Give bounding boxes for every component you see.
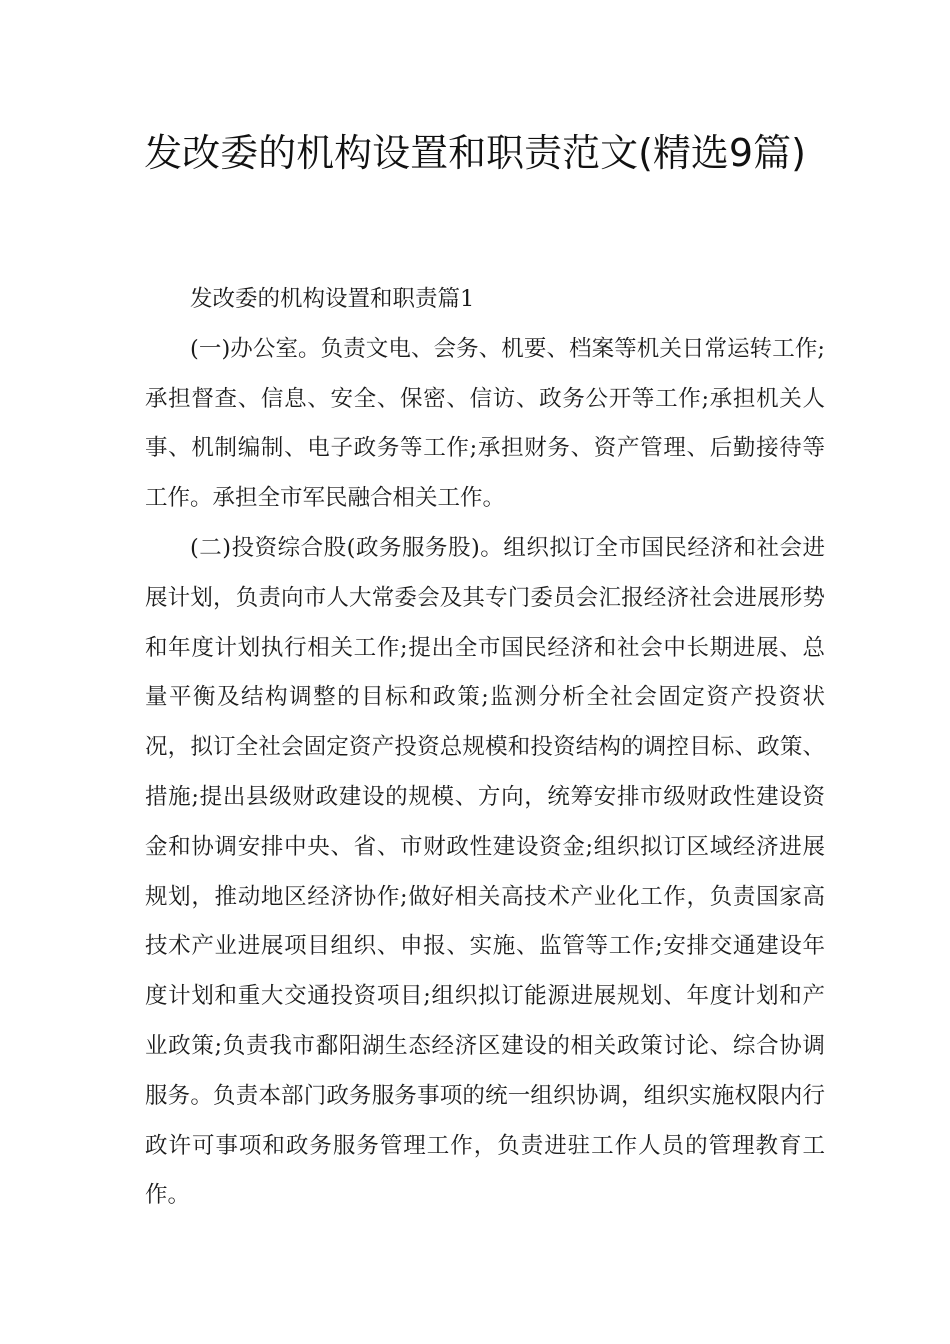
paragraph-investment: (二)投资综合股(政务服务股)。组织拟订全市国民经济和社会进展计划，负责向市人大常委会及其专门委员会汇报经济社会进展形势和年度计划执行相关工作;提出全市国民经济和社会中长期进展、总量平衡及结构调整的目标和政策;监测分析全社会固定资产投资状况，拟订全社会固定资产投资总规模和投资结构的调控目标、政策、措施;提出县级财政建设的规模、方向，统筹安排市级财政性建设资金和协调安排中央、省、市财政性建设资金;组织拟订区域经济进展规划，推动地区经济协作;做好相关高技术产业化工作，负责国家高技术产业进展项目组织、申报、实施、监管等工作;安排交通建设年度计划和重大交通投资项目;组织拟订能源进展规划、年度计划和产业政策;负责我市鄱阳湖生态经济区建设的相关政策讨论、综合协调服务。负责本部门政务服务事项的统一组织协调，组织实施权限内行政许可事项和政务服务管理工作，负责进驻工作人员的管理教育工作。 [145,534,825,1209]
paragraph-office: (一)办公室。负责文电、会务、机要、档案等机关日常运转工作;承担督查、信息、安全、保密、信访、政务公开等工作;承担机关人事、机制编制、电子政务等工作;承担财务、资产管理、后勤接待等工作。承担全市军民融合相关工作。 [145,335,825,512]
document-body [145,275,825,1221]
section-heading: 发改委的机构设置和职责篇1 [190,286,475,312]
document-title: 发改委的机构设置和职责范文(精选9篇) [144,131,806,175]
